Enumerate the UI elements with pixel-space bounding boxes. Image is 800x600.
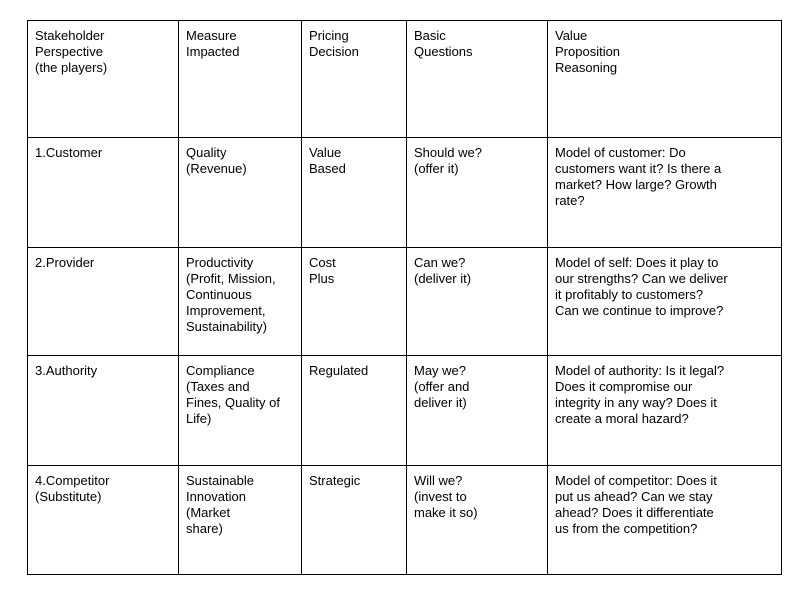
table-row-authority (28, 356, 782, 466)
cell-stakeholder: 1.Customer (28, 138, 179, 248)
cell-measure: Productivity (Profit, Mission, Continuous Improvement, Sustainability) (179, 248, 302, 356)
header-measure-impacted: Measure Impacted (179, 21, 302, 138)
cell-reasoning: Model of competitor: Does it put us ahead? Can we stay ahead? Does it differentiate us from the competition? (548, 466, 782, 575)
cell-pricing: Value Based (302, 138, 407, 248)
table-row-customer (28, 138, 782, 248)
cell-pricing: Cost Plus (302, 248, 407, 356)
header-value-proposition: Value Proposition Reasoning (548, 21, 782, 138)
cell-reasoning: Model of self: Does it play to our strengths? Can we deliver it profitably to customers? Can we continue to improve? (548, 248, 782, 356)
cell-measure: Compliance (Taxes and Fines, Quality of Life) (179, 356, 302, 466)
cell-question: Will we? (invest to make it so) (407, 466, 548, 575)
header-pricing-decision: Pricing Decision (302, 21, 407, 138)
table-header-row (28, 21, 782, 138)
cell-measure: Quality (Revenue) (179, 138, 302, 248)
cell-measure: Sustainable Innovation (Market share) (179, 466, 302, 575)
cell-stakeholder: 2.Provider (28, 248, 179, 356)
table-row-provider (28, 248, 782, 356)
cell-stakeholder: 3.Authority (28, 356, 179, 466)
cell-pricing: Strategic (302, 466, 407, 575)
cell-stakeholder: 4.Competitor (Substitute) (28, 466, 179, 575)
stakeholder-table (27, 20, 782, 575)
cell-question: May we? (offer and deliver it) (407, 356, 548, 466)
cell-question: Can we? (deliver it) (407, 248, 548, 356)
cell-reasoning: Model of customer: Do customers want it? Is there a market? How large? Growth rate? (548, 138, 782, 248)
header-stakeholder-perspective: Stakeholder Perspective (the players) (28, 21, 179, 138)
header-basic-questions: Basic Questions (407, 21, 548, 138)
cell-reasoning: Model of authority: Is it legal? Does it compromise our integrity in any way? Does it create a moral hazard? (548, 356, 782, 466)
table-row-competitor (28, 466, 782, 575)
cell-pricing: Regulated (302, 356, 407, 466)
cell-question: Should we? (offer it) (407, 138, 548, 248)
